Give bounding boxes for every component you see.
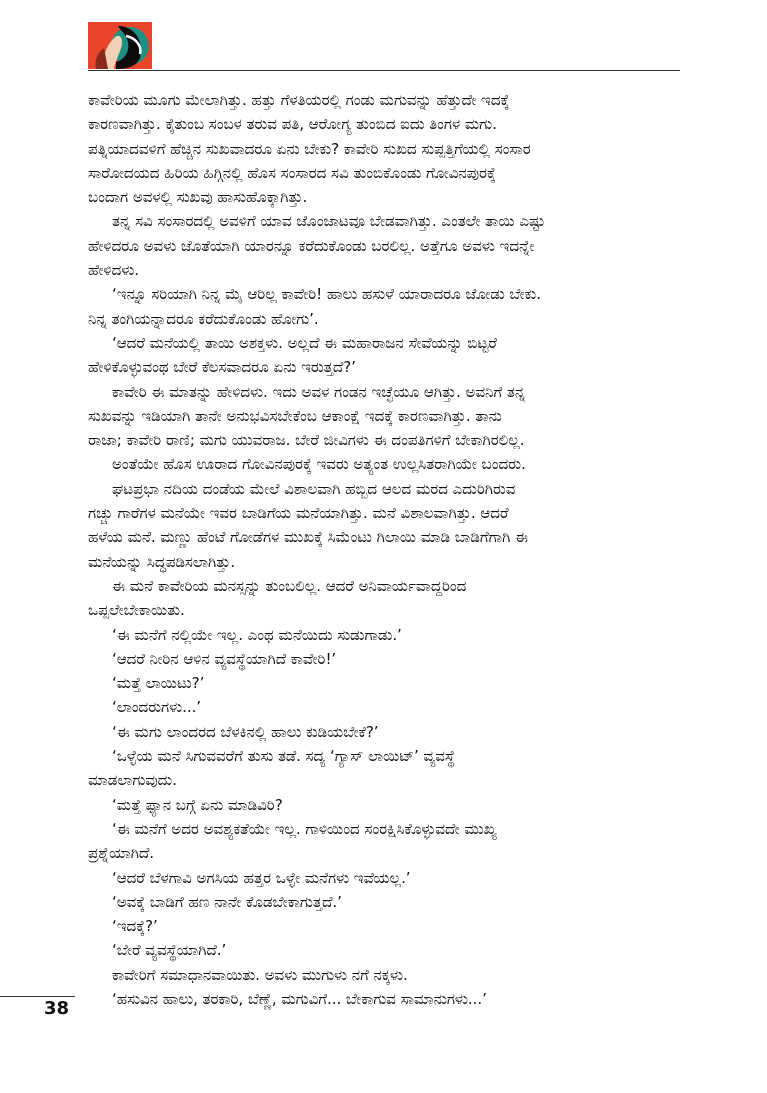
text-line: ಹಳೆಯ ಮನೆ. ಮಣ್ಣು ಹೆಂಟೆ ಗೋಡೆಗಳ ಮುಖಕ್ಕೆ ಸಿಮೆಂಟು ಗಿಲಾಯಿ ಮಾಡಿ ಬಾಡಿಗೆಗಾಗಿ ಈ (88, 528, 529, 547)
paragraph (88, 88, 680, 209)
text-line: ಮನೆಯನ್ನು ಸಿದ್ಧಪಡಿಸಲಾಗಿತ್ತು. (88, 552, 236, 571)
paragraph (88, 744, 680, 793)
paragraph (88, 574, 680, 623)
text-line: ‘ಮತ್ತೆ ಫ್ಯಾನ ಬಗ್ಗೆ ಏನು ಮಾಡಿವಿರಿ? (112, 795, 283, 814)
text-line: ಪ್ರಶ್ನೆಯಾಗಿದೆ. (88, 844, 154, 863)
woman-silhouette-logo-icon (88, 22, 152, 69)
text-body (88, 88, 680, 1011)
text-line: ಸುಖವನ್ನು ಇಡಿಯಾಗಿ ತಾನೇ ಅನುಭವಿಸಬೇಕೆಂಬ ಆಕಾಂಕ್ಷೆ ಇದಕ್ಕೆ ಕಾರಣವಾಗಿತ್ತು. ತಾನು (88, 406, 502, 425)
text-line: ಸಾರೋದಯದ ಹಿರಿಯ ಹಿಗ್ಗಿನಲ್ಲಿ ಹೊಸ ಸಂಸಾರದ ಸವಿ ತುಂಬಿಕೊಂಡು ಗೋವಿನಪುರಕ್ಕೆ (88, 163, 496, 182)
paragraph (88, 817, 680, 866)
text-line: ಅಂತೆಯೇ ಹೊಸ ಊರಾದ ಗೋವಿನಪುರಕ್ಕೆ ಇವರು ಅತ್ಯಂತ ಉಲ್ಲಸಿತರಾಗಿಯೇ ಬಂದರು. (112, 455, 526, 474)
paragraph (88, 477, 680, 574)
text-line: ಮಾಡಲಾಗುವುದು. (88, 771, 177, 790)
text-line: ತನ್ನ ಸವಿ ಸಂಸಾರದಲ್ಲಿ ಅವಳಿಗೆ ಯಾವ ಜೊಂಜಾಟವೂ ಬೇಡವಾಗಿತ್ತು. ಎಂತಲೇ ತಾಯಿ ಎಷ್ಟು (112, 212, 546, 231)
page-number: 38 (44, 998, 70, 1019)
paragraph (88, 938, 680, 962)
paragraph (88, 209, 680, 282)
text-line: ‘ಒಳ್ಳೆಯ ಮನೆ ಸಿಗುವವರೆಗೆ ತುಸು ತಡೆ. ಸದ್ಯ ‘ಗ್ಯಾಸ್ ಲಾಯಿಟ್’ ವ್ಯವಸ್ಥೆ (112, 747, 456, 766)
paragraph (88, 890, 680, 914)
header-rule (88, 70, 680, 71)
text-line: ‘ಆದರೆ ಬೆಳಗಾವಿ ಅಗಸಿಯ ಹತ್ತರ ಒಳ್ಳೇ ಮನೆಗಳು ಇವೆಯಲ್ಲ.’ (112, 868, 411, 887)
paragraph (88, 623, 680, 647)
paragraph (88, 380, 680, 453)
text-line: ‘ಈ ಮನೆಗೆ ನಲ್ಲಿಯೇ ಇಲ್ಲ. ಎಂಥ ಮನೆಯಿದು ಸುಡುಗಾಡು.’ (112, 625, 402, 644)
text-line: ‘ಬೇರೆ ವ್ಯವಸ್ಥೆಯಾಗಿದೆ.’ (112, 941, 227, 960)
text-line: ಒಪ್ಪಲೇಬೇಕಾಯಿತು. (88, 601, 185, 620)
paragraph (88, 987, 680, 1011)
text-line: ಹೇಳಿಕೊಳ್ಳುವಂಥ ಬೇರೆ ಕೆಲಸವಾದರೂ ಏನು ಇರುತ್ತದೆ?’ (88, 358, 356, 377)
text-line: ಹೇಳಿದಳು. (88, 261, 139, 280)
text-line: ಕಾವೇರಿ ಈ ಮಾತನ್ನು ಹೇಳಿದಳು. ಇದು ಅವಳ ಗಂಡನ ಇಚ್ಛೆಯೂ ಆಗಿತ್ತು. ಅವನಿಗೆ ತನ್ನ (112, 382, 526, 401)
text-line: ರಾಜಾ; ಕಾವೇರಿ ರಾಣಿ; ಮಗು ಯುವರಾಜ. ಬೇರೆ ಜೀವಿಗಳು ಈ ದಂಪತಿಗಳಿಗೆ ಬೇಕಾಗಿರಲಿಲ್ಲ. (88, 431, 525, 450)
text-line: ‘ಆದರೆ ನೀರಿನ ಆಳಿನ ವ್ಯವಸ್ಥೆಯಾಗಿದೆ ಕಾವೇರಿ!’ (112, 649, 337, 668)
text-line: ‘ಈ ಮನೆಗೆ ಅದರ ಅವಶ್ಯಕತೆಯೇ ಇಲ್ಲ. ಗಾಳಿಯಿಂದ ಸಂರಕ್ಷಿಸಿಕೊಳ್ಳುವದೇ ಮುಖ್ಯ (112, 819, 497, 838)
text-line: ಕಾವೇರಿಯ ಮೂಗು ಮೇಲಾಗಿತ್ತು. ಹತ್ತು ಗೆಳತಿಯರಲ್ಲಿ ಗಂಡು ಮಗುವನ್ನು ಹೆತ್ತುದೇ ಇದಕ್ಕೆ (88, 91, 510, 109)
text-line: ಪತ್ನಿಯಾದವಳಿಗೆ ಹೆಚ್ಚಿನ ಸುಖವಾದರೂ ಏನು ಬೇಕು? ಕಾವೇರಿ ಸುಖದ ಸುಪ್ಪತ್ತಿಗೆಯಲ್ಲಿ ಸಂಸಾರ (88, 139, 531, 158)
paragraph (88, 647, 680, 671)
text-line: ನಿನ್ನ ತಂಗಿಯನ್ನಾದರೂ ಕರೆದುಕೊಂಡು ಹೋಗು’. (88, 309, 319, 328)
text-line: ಹೇಳಿದರೂ ಅವಳು ಜೊತೆಯಾಗಿ ಯಾರನ್ನೂ ಕರೆದುಕೊಂಡು ಬರಲಿಲ್ಲ. ಅತ್ತೆಗೂ ಅವಳು ಇದನ್ನೇ (88, 236, 535, 255)
text-line: ‘ಈ ಮಗು ಲಾಂದರದ ಬೆಳಕಿನಲ್ಲಿ ಹಾಲು ಕುಡಿಯಬೇಕೆ?’ (112, 722, 379, 741)
text-line: ಕಾರಣವಾಗಿತ್ತು. ಕೈತುಂಬ ಸಂಬಳ ತರುವ ಪತಿ, ಆರೋಗ್ಯ ತುಂಬಿದ ಐದು ತಿಂಗಳ ಮಗು. (88, 115, 497, 134)
footer-rule (0, 996, 75, 997)
text-line: ಘಟಪ್ರಭಾ ನದಿಯ ದಂಡೆಯ ಮೇಲೆ ವಿಶಾಲವಾಗಿ ಹಬ್ಬಿದ ಆಲದ ಮರದ ಎದುರಿಗಿರುವ (112, 479, 516, 498)
text-line: ‘ಇದಕ್ಕೆ?’ (112, 917, 158, 936)
text-line: ‘ಮತ್ತೆ ಲಾಯಿಟು?’ (112, 674, 205, 693)
text-line: ಕಾವೇರಿಗೆ ಸಮಾಧಾನವಾಯಿತು. ಅವಳು ಮುಗುಳು ನಗೆ ನಕ್ಕಳು. (112, 965, 408, 984)
paragraph (88, 282, 680, 331)
paragraph (88, 452, 680, 476)
paragraph (88, 671, 680, 695)
paragraph (88, 720, 680, 744)
text-line: ‘ಇನ್ನೂ ಸರಿಯಾಗಿ ನಿನ್ನ ಮೈ ಆರಿಲ್ಲ ಕಾವೇರಿ! ಹಾಲು ಹಸುಳೆ ಯಾರಾದರೂ ಜೋಡು ಬೇಕು. (112, 285, 541, 304)
text-line: ‘ಅವಕ್ಕೆ ಬಾಡಿಗೆ ಹಣ ನಾನೇ ಕೊಡಬೇಕಾಗುತ್ತದೆ.’ (112, 892, 342, 911)
text-line: ‘ಹಸುವಿನ ಹಾಲು, ತರಕಾರಿ, ಬೆಣ್ಣೆ, ಮಗುವಿಗೆ... ಬೇಕಾಗುವ ಸಾಮಾನುಗಳು...’ (112, 989, 487, 1008)
paragraph (88, 793, 680, 817)
paragraph (88, 866, 680, 890)
paragraph (88, 331, 680, 380)
text-line: ‘ಆದರೆ ಮನೆಯಲ್ಲಿ ತಾಯಿ ಅಶಕ್ತಳು. ಅಲ್ಲದೆ ಈ ಮಹಾರಾಜನ ಸೇವೆಯನ್ನು ಬಿಟ್ಟರೆ (112, 333, 497, 352)
text-line: ‘ಲಾಂದರುಗಳು...’ (112, 698, 202, 717)
text-line: ಬಂದಾಗ ಅವಳಲ್ಲಿ ಸುಖವು ಹಾಸುಹೊಕ್ಕಾಗಿತ್ತು. (88, 188, 308, 207)
text-line: ಈ ಮನೆ ಕಾವೇರಿಯ ಮನಸ್ಸನ್ನು ತುಂಬಲಿಲ್ಲ. ಆದರೆ ಅನಿವಾರ್ಯವಾದ್ದರಿಂದ (112, 576, 467, 595)
text-line: ಗಚ್ಚು ಗಾರೆಗಳ ಮನೆಯೇ ಇವರ ಬಾಡಿಗೆಯ ಮನೆಯಾಗಿತ್ತು. ಮನೆ ವಿಶಾಲವಾಗಿತ್ತು. ಆದರೆ (88, 504, 509, 523)
paragraph (88, 695, 680, 719)
paragraph (88, 914, 680, 938)
paragraph (88, 963, 680, 987)
